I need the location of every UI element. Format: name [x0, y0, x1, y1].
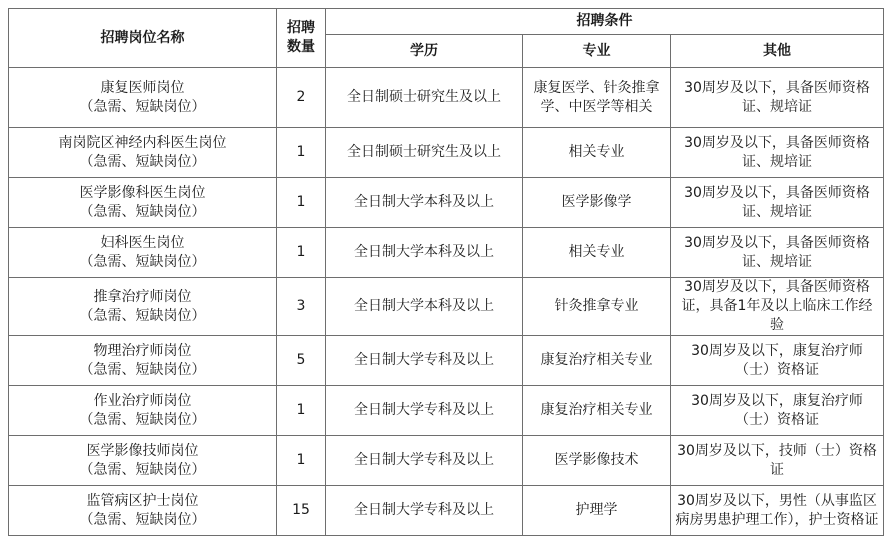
position-cell [9, 336, 277, 386]
position-name: 监管病区护士岗位 [86, 492, 199, 509]
position-name: 妇科医生岗位 [100, 234, 185, 251]
major-cell: 医学影像学 [523, 178, 671, 228]
header-conditions: 招聘条件 [326, 9, 884, 35]
header-major: 专业 [523, 35, 671, 68]
position-cell [9, 68, 277, 128]
major-cell: 康复治疗相关专业 [523, 336, 671, 386]
other-cell: 30周岁及以下，具备医师资格证、规培证 [671, 128, 884, 178]
position-tag: （急需、短缺岗位） [79, 203, 206, 220]
education-cell: 全日制大学专科及以上 [326, 486, 523, 536]
other-cell: 30周岁及以下，具备医师资格证，具备1年及以上临床工作经验 [671, 278, 884, 336]
position-cell [9, 178, 277, 228]
other-cell: 30周岁及以下，康复治疗师（士）资格证 [671, 386, 884, 436]
table-row [9, 128, 884, 178]
table-row [9, 336, 884, 386]
position-name: 南岗院区神经内科医生岗位 [58, 134, 227, 151]
header-row-1 [9, 9, 884, 35]
count-cell: 1 [277, 386, 326, 436]
other-cell: 30周岁及以下，具备医师资格证、规培证 [671, 228, 884, 278]
education-cell: 全日制大学专科及以上 [326, 436, 523, 486]
count-cell: 1 [277, 436, 326, 486]
header-count-line1: 招聘 [287, 20, 315, 36]
count-cell: 1 [277, 228, 326, 278]
count-cell: 2 [277, 68, 326, 128]
table-row [9, 486, 884, 536]
education-cell: 全日制大学本科及以上 [326, 178, 523, 228]
major-cell: 医学影像技术 [523, 436, 671, 486]
table-row [9, 178, 884, 228]
count-cell: 3 [277, 278, 326, 336]
position-name: 康复医师岗位 [100, 79, 185, 96]
position-cell [9, 228, 277, 278]
position-name: 推拿治疗师岗位 [93, 288, 192, 305]
education-cell: 全日制大学专科及以上 [326, 336, 523, 386]
position-tag: （急需、短缺岗位） [79, 253, 206, 270]
position-name: 医学影像技师岗位 [86, 442, 199, 459]
other-cell: 30周岁及以下，具备医师资格证、规培证 [671, 68, 884, 128]
position-tag: （急需、短缺岗位） [79, 411, 206, 428]
recruitment-table [8, 8, 884, 536]
education-cell: 全日制大学专科及以上 [326, 386, 523, 436]
other-cell: 30周岁及以下，具备医师资格证、规培证 [671, 178, 884, 228]
header-count-line2: 数量 [287, 39, 315, 55]
other-cell: 30周岁及以下，男性（从事监区病房男患护理工作），护士资格证 [671, 486, 884, 536]
position-cell [9, 278, 277, 336]
education-cell: 全日制大学本科及以上 [326, 228, 523, 278]
education-cell: 全日制大学本科及以上 [326, 278, 523, 336]
position-cell [9, 386, 277, 436]
major-cell: 针灸推拿专业 [523, 278, 671, 336]
position-tag: （急需、短缺岗位） [79, 461, 206, 478]
education-cell: 全日制硕士研究生及以上 [326, 68, 523, 128]
other-cell: 30周岁及以下，技师（士）资格证 [671, 436, 884, 486]
position-cell [9, 436, 277, 486]
table-row [9, 228, 884, 278]
header-education: 学历 [326, 35, 523, 68]
position-cell [9, 486, 277, 536]
major-cell: 康复治疗相关专业 [523, 386, 671, 436]
header-position-name: 招聘岗位名称 [9, 9, 277, 68]
table-row [9, 68, 884, 128]
count-cell: 5 [277, 336, 326, 386]
position-tag: （急需、短缺岗位） [79, 511, 206, 528]
position-tag: （急需、短缺岗位） [79, 307, 206, 324]
position-name: 物理治疗师岗位 [93, 342, 192, 359]
table-row [9, 386, 884, 436]
major-cell: 相关专业 [523, 128, 671, 178]
count-cell: 1 [277, 178, 326, 228]
other-cell: 30周岁及以下，康复治疗师（士）资格证 [671, 336, 884, 386]
position-cell [9, 128, 277, 178]
count-cell: 1 [277, 128, 326, 178]
position-tag: （急需、短缺岗位） [79, 153, 206, 170]
position-tag: （急需、短缺岗位） [79, 361, 206, 378]
position-tag: （急需、短缺岗位） [79, 98, 206, 115]
major-cell: 康复医学、针灸推拿学、中医学等相关 [523, 68, 671, 128]
header-other: 其他 [671, 35, 884, 68]
table-row [9, 436, 884, 486]
header-count [277, 9, 326, 68]
count-cell: 15 [277, 486, 326, 536]
major-cell: 护理学 [523, 486, 671, 536]
major-cell: 相关专业 [523, 228, 671, 278]
position-name: 医学影像科医生岗位 [79, 184, 206, 201]
position-name: 作业治疗师岗位 [93, 392, 192, 409]
table-row [9, 278, 884, 336]
education-cell: 全日制硕士研究生及以上 [326, 128, 523, 178]
